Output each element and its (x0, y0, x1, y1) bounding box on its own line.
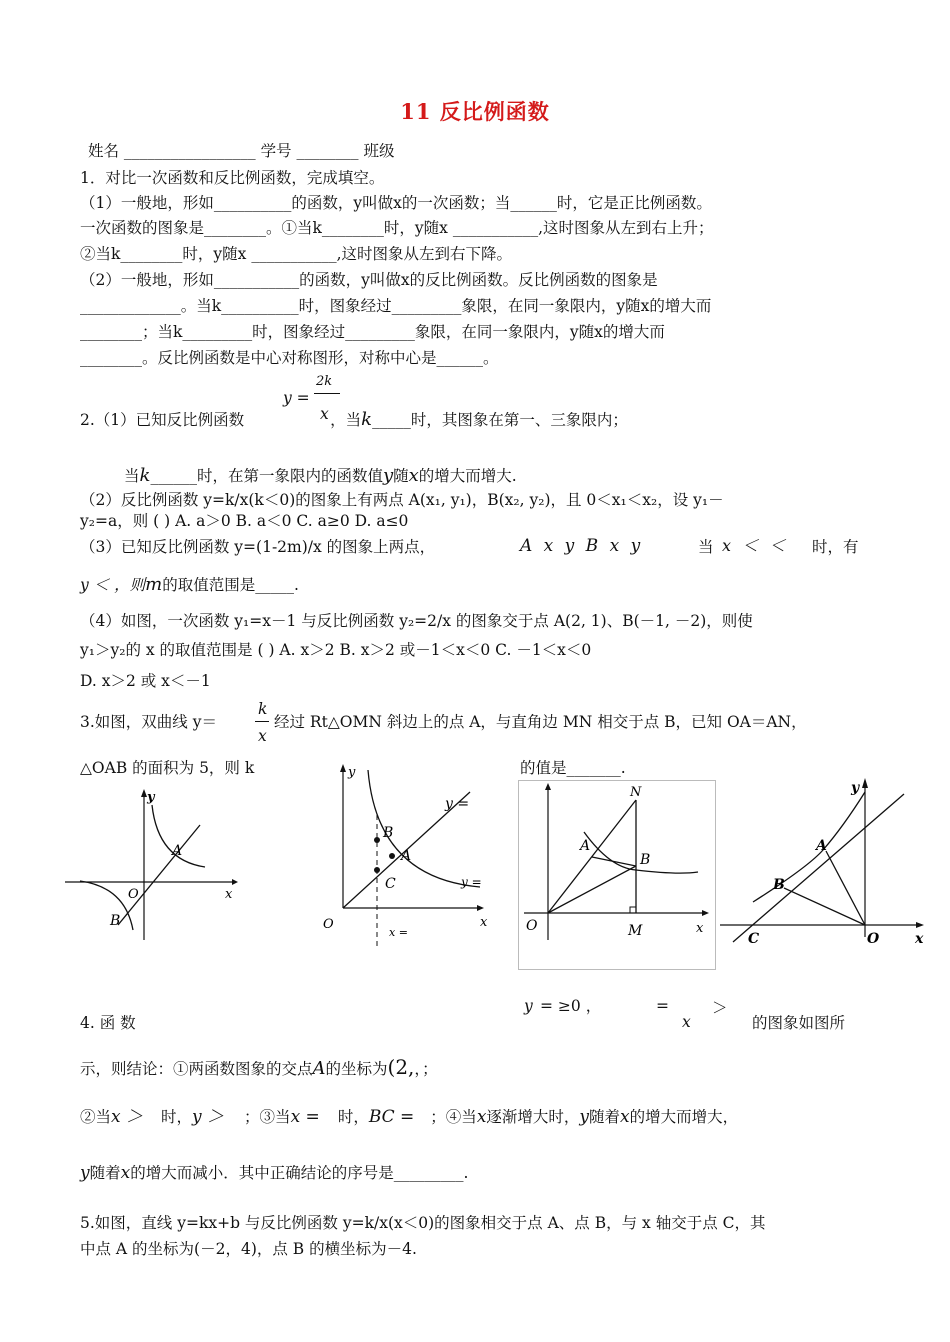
q2-part3-line1: （3）已知反比例函数 y=(1-2m)/x 的图象上两点， (80, 538, 436, 556)
q1-part2-line3: ________；当k_________时，图象经过_________象限，在同一象限内，y随x的增大而 (80, 323, 665, 341)
fig4-side-bo (784, 888, 865, 925)
q4-line1-a: 4. 函 数 (80, 1014, 136, 1032)
figure-4-triangle-graph (718, 772, 933, 952)
fig2-point-b (374, 837, 380, 843)
fig1-x-arrow (232, 879, 238, 885)
fig2-label-b: B (383, 825, 394, 841)
fig3-x-arrow (702, 910, 709, 916)
q2-part3-when: 当 (698, 538, 714, 556)
fig4-side-ao (826, 851, 865, 925)
fig4-label-x: x (915, 931, 924, 947)
q3-line2-a: △OAB 的面积为 5，则 k (80, 759, 255, 777)
q2-part3-line2: y ＜ ，则m的取值范围是_____. (80, 574, 299, 595)
q3-line1-a: 3.如图，双曲线 y＝ (80, 713, 217, 731)
q3-line2-b: 的值是_______. (520, 759, 626, 777)
fig3-side-ob (548, 866, 636, 913)
fig2-label-y1: y = (445, 796, 470, 812)
fig1-label-o: O (128, 887, 139, 902)
fig3-label-n: N (630, 785, 642, 800)
fig2-label-y2: y = (461, 875, 482, 889)
q4-line2: 示，则结论：①两函数图象的交点A的坐标为(2,，； (80, 1055, 438, 1079)
fig4-x-arrow (916, 922, 924, 928)
q5-line2: 中点 A 的坐标为(－2，4)，点 B 的横坐标为－4. (80, 1240, 417, 1258)
fig4-label-y: y (851, 780, 860, 796)
fig2-label-y: y (348, 765, 356, 780)
q4-top-x: x (682, 1013, 691, 1031)
q3-fraction-bar (255, 721, 269, 722)
q1-part2-line2: _____________。当k__________时，图象经过_________象限，在同一象限内，y随x的增大而 (80, 297, 712, 315)
q4-line1-b: 的图象如图所 (752, 1014, 846, 1032)
q2-part1-line1: 2.（1）已知反比例函数 ，当k_____时，其图象在第一、三象限内； (80, 409, 628, 430)
fig4-label-b: B (773, 877, 785, 893)
q1-part2-line4: ________。反比例函数是中心对称图形，对称中心是______。 (80, 349, 499, 367)
q3-line1-b: 经过 Rt△OMN 斜边上的点 A，与直角边 MN 相交于点 B，已知 OA＝AN， (274, 713, 807, 731)
fig3-side-on (548, 800, 636, 913)
fig1-label-b: B (110, 913, 121, 929)
q2-part2-line1: （2）反比例函数 y=k/x(k＜0)的图象上有两点 A(x₁, y₁)，B(x₂, y₂)，且 0＜x₁＜x₂，设 y₁－ (80, 491, 724, 509)
q1-part2-line1: （2）一般地，形如___________的函数，y叫做x的反比例函数。反比例函数的图象是 (80, 271, 658, 289)
fig3-label-x: x (696, 921, 704, 936)
figure-2-intersection-graph (305, 760, 505, 952)
fig4-label-o: O (867, 931, 880, 947)
fig4-label-a: A (816, 838, 827, 854)
fig2-label-o: O (323, 917, 334, 932)
fig3-label-o: O (526, 918, 538, 934)
fig4-label-c: C (748, 931, 760, 947)
fig2-x-arrow (477, 905, 484, 911)
fig1-line (118, 825, 200, 925)
q2-part3-condition: x ＜ ＜ (722, 536, 786, 555)
q5-line1: 5.如图，直线 y=kx+b 与反比例函数 y=k/x(x＜0)的图象相交于点 A、点 B，与 x 轴交于点 C，其 (80, 1214, 766, 1232)
fig3-label-m: M (628, 923, 643, 939)
fig2-point-c (374, 867, 380, 873)
q2-formula-y: y = (283, 389, 310, 407)
q4-top-eq: = (656, 997, 669, 1015)
q1-stem: 1．对比一次函数和反比例函数，完成填空。 (80, 169, 385, 187)
q2-part3-then: 时，有 (812, 538, 859, 556)
fig4-line (733, 794, 904, 942)
fig2-label-c: C (385, 876, 396, 892)
q1-part1-line3: ②当k________时，y随x ___________,这时图象从左到右下降。 (80, 245, 512, 263)
fig2-label-a: A (401, 848, 412, 864)
fig2-label-x: x (480, 915, 488, 930)
fig3-right-angle (630, 907, 636, 913)
q3-fraction-denominator: x (258, 727, 267, 745)
q2-part1-line2: 当k______时，在第一象限内的函数值y随x的增大而增大. (124, 465, 517, 486)
q4-line3: ②当x ＞ 时，y ＞ ；③当x = 时，BC = ；④当x逐渐增大时，y随着x的增大而增大， (80, 1107, 739, 1127)
q4-line4: y随着x的增大而减小．其中正确结论的序号是_________. (80, 1163, 469, 1183)
fig1-label-a: A (172, 843, 183, 859)
q4-top-cond: = ≥0 ， (540, 997, 602, 1015)
student-info-line: 姓名 _________________ 学号 ________ 班级 (88, 142, 395, 160)
q2-part4-line3: D. x＞2 或 x＜－1 (80, 672, 211, 690)
fig2-point-a (389, 853, 395, 859)
fig2-y-arrow (340, 764, 346, 772)
q4-top-y: y (524, 997, 533, 1015)
fig1-curve-q3 (80, 881, 133, 930)
q1-part1-line2: 一次函数的图象是________。①当k________时，y随x ___________,这时图象从左到右上升； (80, 219, 714, 237)
q2-fraction-bar (314, 393, 340, 394)
q3-fraction-numerator: k (258, 700, 268, 718)
q2-part3-points: A x y B x y (520, 536, 641, 556)
fig1-label-y: y (147, 790, 155, 805)
q2-formula-numerator: 2k (316, 374, 333, 389)
fig3-label-b: B (640, 852, 651, 868)
q2-formula-denominator: x (320, 405, 329, 423)
fig1-label-x: x (225, 887, 233, 902)
figure-1-hyperbola-graph (60, 785, 240, 945)
page-title: 11 反比例函数 (400, 99, 550, 124)
q4-top-gt: ＞ (712, 999, 728, 1017)
fig3-label-a: A (580, 838, 591, 854)
fig4-curve (753, 792, 865, 902)
fig2-label-xeq: x = (389, 926, 408, 939)
q2-part2-line2: y₂=a，则 ( ) A. a＞0 B. a＜0 C. a≥0 D. a≤0 (80, 512, 409, 530)
fig4-y-arrow (862, 778, 868, 788)
q2-part4-line2: y₁＞y₂的 x 的取值范围是 ( ) A. x＞2 B. x＞2 或－1＜x＜0 C. －1＜x＜0 (80, 641, 592, 659)
fig3-y-arrow (545, 783, 551, 790)
q1-part1-line1: （1）一般地，形如__________的函数，y叫做x的一次函数；当______时，它是正比例函数。 (80, 194, 712, 212)
q2-part4-line1: （4）如图，一次函数 y₁=x－1 与反比例函数 y₂=2/x 的图象交于点 A(2, 1)、B(－1, －2)，则使 (80, 612, 753, 630)
figure-3-triangle-graph (518, 780, 716, 970)
